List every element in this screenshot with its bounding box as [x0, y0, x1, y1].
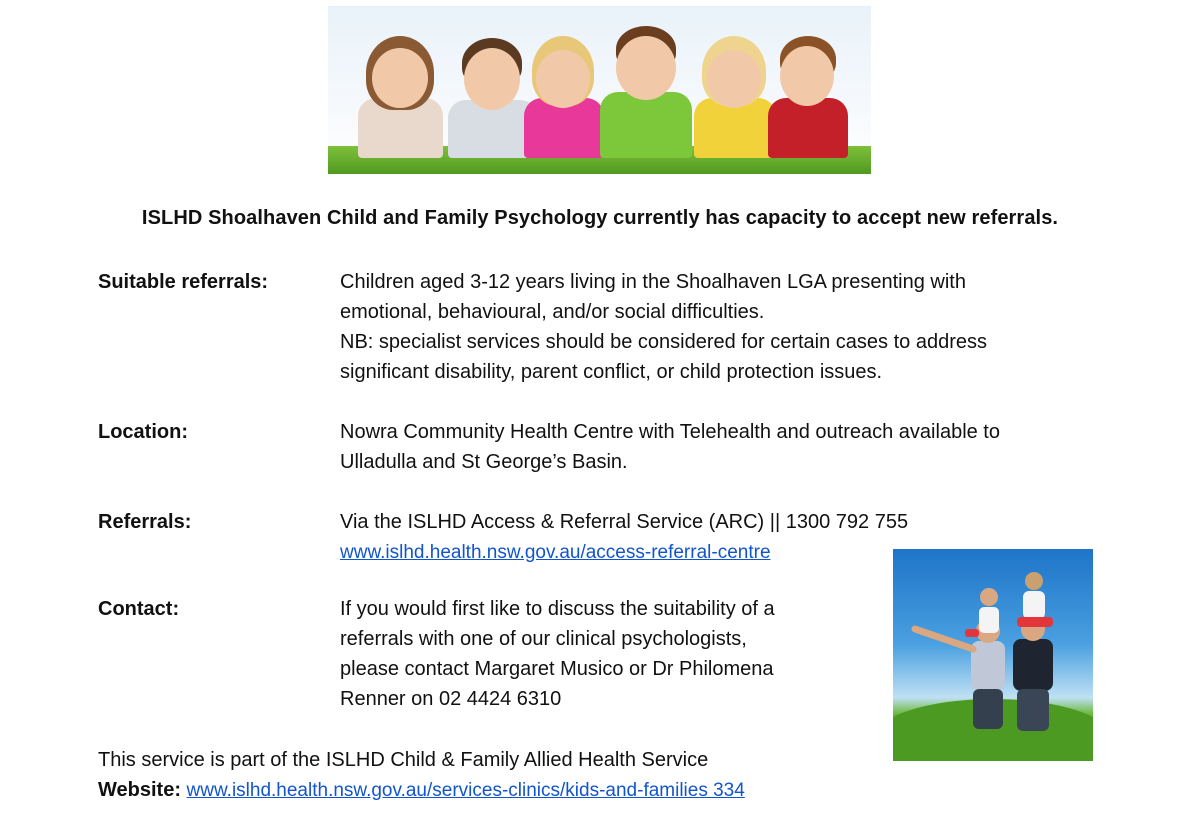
text-line: please contact Margaret Musico or Dr Philomena: [340, 658, 774, 680]
text-line: Nowra Community Health Centre with Telehealth and outreach available to: [340, 421, 1000, 443]
suitable-referrals-text: [340, 267, 987, 387]
text-line: referrals with one of our clinical psychologists,: [340, 628, 747, 650]
text-line: Ulladulla and St George’s Basin.: [340, 451, 628, 473]
referrals-text: [340, 507, 908, 568]
text-line: Children aged 3-12 years living in the Shoalhaven LGA presenting with: [340, 271, 966, 293]
footer: [98, 745, 745, 806]
text-line: significant disability, parent conflict, or child protection issues.: [340, 361, 883, 383]
access-referral-centre-link[interactable]: www.islhd.health.nsw.gov.au/access-referral-centre: [340, 542, 771, 563]
child-figure: [358, 36, 443, 156]
contact-text: [340, 594, 775, 714]
text-line: NB: specialist services should be considered for certain cases to address: [340, 331, 987, 353]
kids-and-families-link[interactable]: www.islhd.health.nsw.gov.au/services-clinics/kids-and-families 334: [186, 780, 745, 801]
page-headline: ISLHD Shoalhaven Child and Family Psychology currently has capacity to accept new referrals.: [141, 207, 1059, 229]
text-line: Renner on 02 4424 6310: [340, 688, 562, 710]
children-banner-image: [328, 6, 871, 174]
suitable-referrals-label: Suitable referrals:: [98, 271, 269, 293]
referrals-label: Referrals:: [98, 511, 192, 533]
text-line: If you would first like to discuss the suitability of a: [340, 598, 775, 620]
text-line: emotional, behavioural, and/or social difficulties.: [340, 301, 765, 323]
location-label: Location:: [98, 421, 188, 443]
contact-label: Contact:: [98, 598, 180, 620]
website-label: Website:: [98, 779, 181, 801]
family-silhouette-icon: [893, 549, 1093, 761]
family-in-field-image: [893, 549, 1093, 761]
text-line: Via the ISLHD Access & Referral Service (ARC) || 1300 792 755: [340, 511, 909, 533]
child-figure: [524, 36, 604, 156]
child-figure: [600, 26, 692, 156]
child-figure: [694, 36, 776, 156]
footer-service-line: This service is part of the ISLHD Child & Family Allied Health Service: [98, 749, 709, 771]
child-figure: [768, 36, 848, 156]
location-text: [340, 417, 1000, 477]
